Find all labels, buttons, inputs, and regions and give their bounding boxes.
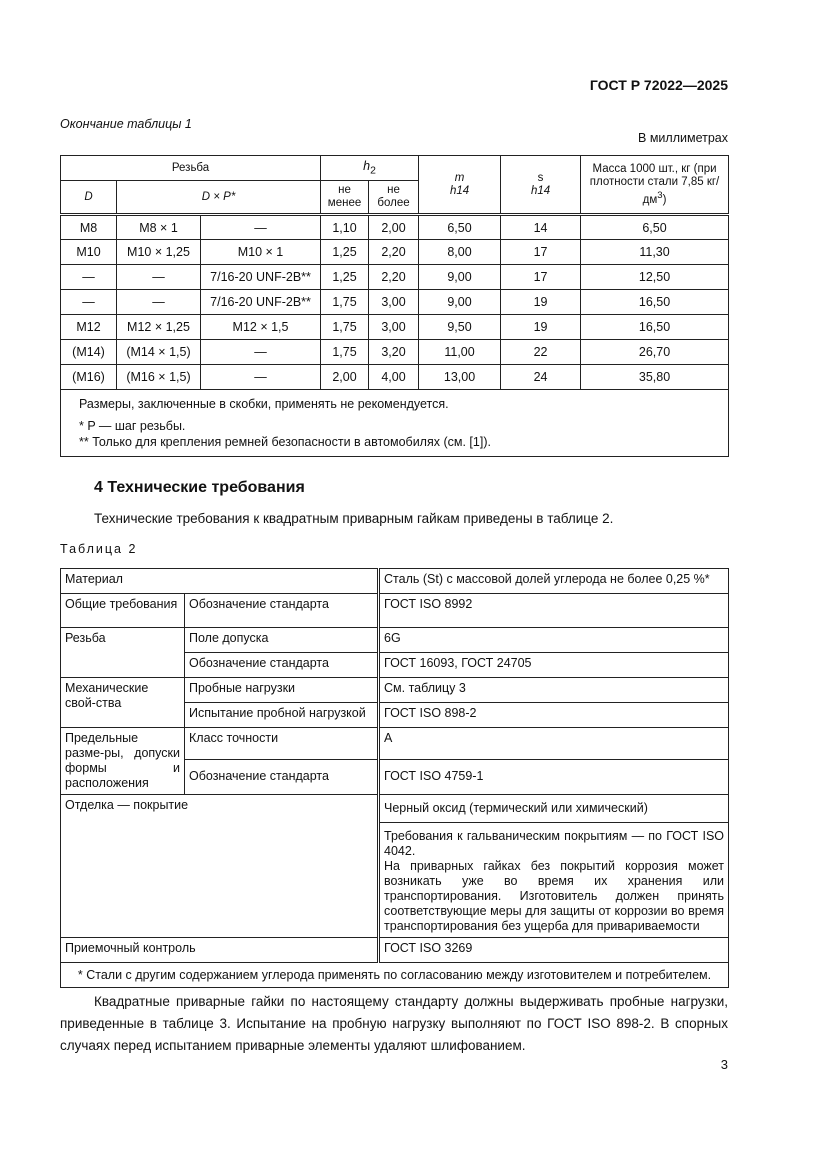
header-mass: Масса 1000 шт., кг (при плотности стали 7,85 $кг/дм^3$) [581, 156, 729, 215]
cell: A [379, 728, 729, 760]
table-cell: — [61, 265, 117, 290]
table-cell: 16,50 [581, 290, 729, 315]
table-cell: 1,25 [321, 240, 369, 265]
table-cell: 19 [501, 290, 581, 315]
cell: Приемочный контроль [61, 938, 379, 963]
table-cell: 22 [501, 340, 581, 365]
table-cell: 19 [501, 315, 581, 340]
table-cell: 9,00 [419, 265, 501, 290]
cell: ГОСТ ISO 3269 [379, 938, 729, 963]
table-cell: M10 × 1 [201, 240, 321, 265]
table-cell: 24 [501, 365, 581, 390]
table-1 [60, 155, 729, 457]
table-cell: 9,50 [419, 315, 501, 340]
table-cell: 9,00 [419, 290, 501, 315]
table-cell: M10 × 1,25 [117, 240, 201, 265]
cell: Отделка — покрытие [61, 795, 379, 938]
table-cell: 12,50 [581, 265, 729, 290]
table-cell: 11,00 [419, 340, 501, 365]
cell: Пробные нагрузки [185, 678, 379, 703]
table-cell: — [201, 340, 321, 365]
cell: Обозначение стандарта [185, 759, 379, 794]
note: Размеры, заключенные в скобки, применять не рекомендуется. [79, 397, 449, 411]
cell: Сталь (St) с массовой долей углерода не более 0,25 %* [379, 569, 729, 594]
table-cell: (M16) [61, 365, 117, 390]
header-max: не более [369, 181, 419, 215]
header-m: m h14 [419, 156, 501, 215]
table-cell: 1,75 [321, 340, 369, 365]
table-cell: 11,30 [581, 240, 729, 265]
table-cell: M10 [61, 240, 117, 265]
header-s: s h14 [501, 156, 581, 215]
table-cell: 4,00 [369, 365, 419, 390]
cell: ГОСТ ISO 4759-1 [379, 759, 729, 794]
table-cell: 6,50 [419, 215, 501, 240]
table1-notes [61, 390, 729, 457]
table-row [61, 340, 729, 365]
cell: Предельные разме-ры, допуски формы и расположения [61, 728, 185, 795]
table-cell: M12 × 1,5 [201, 315, 321, 340]
table-cell: 17 [501, 240, 581, 265]
table-cell: — [201, 365, 321, 390]
table1-caption: Окончание таблицы 1 [60, 117, 192, 131]
table-cell: M12 × 1,25 [117, 315, 201, 340]
table-cell: 13,00 [419, 365, 501, 390]
cell: 6G [379, 628, 729, 653]
table-cell: 1,25 [321, 265, 369, 290]
table-cell: 2,00 [369, 215, 419, 240]
table-cell: — [201, 215, 321, 240]
cell: Испытание пробной нагрузкой [185, 703, 379, 728]
table-cell: M12 [61, 315, 117, 340]
table-cell: 3,00 [369, 290, 419, 315]
header-d: D [61, 181, 117, 215]
note: * P — шаг резьбы. [79, 419, 186, 433]
table2-caption: Таблица 2 [60, 542, 138, 556]
table-cell: 2,20 [369, 240, 419, 265]
cell: Требования к гальваническим покрытиям — по ГОСТ ISO 4042. На приварных гайках без покрытий коррозия может возникать уже во время их хранения или транспортирования. Изготовитель должен принять соответствующие меры для защиты от коррозии во время транспортирования без ущерба для привариваемости [379, 823, 729, 938]
table-cell: 3,00 [369, 315, 419, 340]
cell: Резьба [61, 628, 185, 678]
table-cell: 1,10 [321, 215, 369, 240]
table-row [61, 365, 729, 390]
body-paragraph: Квадратные приварные гайки по настоящему стандарту должны выдерживать пробные нагрузки, приведенные в таблице 3. Испытание на пробную нагрузку выполняют по ГОСТ ISO 898-2. В спорных случаях перед испытанием приварные элементы удаляют шлифованием. [60, 994, 728, 1053]
table-cell: (M14 × 1,5) [117, 340, 201, 365]
table1-units: В миллиметрах [638, 131, 728, 145]
cell: Общие требования [61, 594, 185, 628]
table-cell: 6,50 [581, 215, 729, 240]
table-row [61, 265, 729, 290]
table-row [61, 315, 729, 340]
table-cell: — [61, 290, 117, 315]
table-cell: M8 [61, 215, 117, 240]
cell: ГОСТ ISO 8992 [379, 594, 729, 628]
table-row [61, 215, 729, 240]
table-cell: 2,20 [369, 265, 419, 290]
table-cell: 3,20 [369, 340, 419, 365]
header-min: не менее [321, 181, 369, 215]
note: ** Только для крепления ремней безопасности в автомобилях (см. [1]). [79, 435, 491, 449]
table-cell: (M16 × 1,5) [117, 365, 201, 390]
table-cell: — [117, 290, 201, 315]
table-cell: 1,75 [321, 290, 369, 315]
table-2 [60, 568, 729, 988]
section-title: 4 Технические требования [94, 479, 305, 496]
header-dxp: D × P* [117, 181, 321, 215]
table-cell: 14 [501, 215, 581, 240]
cell: Обозначение стандарта [185, 653, 379, 678]
table-cell: — [117, 265, 201, 290]
table-cell: 35,80 [581, 365, 729, 390]
table2-footnote: * Стали с другим содержанием углерода применять по согласованию между изготовителем и потребителем. [61, 963, 729, 988]
cell: Материал [61, 569, 379, 594]
table-cell: 8,00 [419, 240, 501, 265]
table-cell: 17 [501, 265, 581, 290]
cell: Обозначение стандарта [185, 594, 379, 628]
table-cell: 2,00 [321, 365, 369, 390]
cell: Поле допуска [185, 628, 379, 653]
cell: Черный оксид (термический или химический) [379, 795, 729, 823]
cell: ГОСТ 16093, ГОСТ 24705 [379, 653, 729, 678]
table-cell: 7/16-20 UNF-2B** [201, 265, 321, 290]
section-paragraph: Технические требования к квадратным приварным гайкам приведены в таблице 2. [94, 511, 614, 526]
table-cell: 1,75 [321, 315, 369, 340]
table-row [61, 290, 729, 315]
table-cell: 16,50 [581, 315, 729, 340]
cell: Класс точности [185, 728, 379, 760]
cell: ГОСТ ISO 898-2 [379, 703, 729, 728]
document-header: ГОСТ Р 72022—2025 [589, 77, 728, 93]
page-number: 3 [720, 1057, 728, 1072]
cell: См. таблицу 3 [379, 678, 729, 703]
table-cell: 26,70 [581, 340, 729, 365]
header-h2: $h_2$ [321, 156, 419, 181]
table-cell: M8 × 1 [117, 215, 201, 240]
header-thread: Резьба [61, 156, 321, 181]
table-cell: 7/16-20 UNF-2B** [201, 290, 321, 315]
table-row [61, 240, 729, 265]
table-cell: (M14) [61, 340, 117, 365]
cell: Механические свой-ства [61, 678, 185, 728]
